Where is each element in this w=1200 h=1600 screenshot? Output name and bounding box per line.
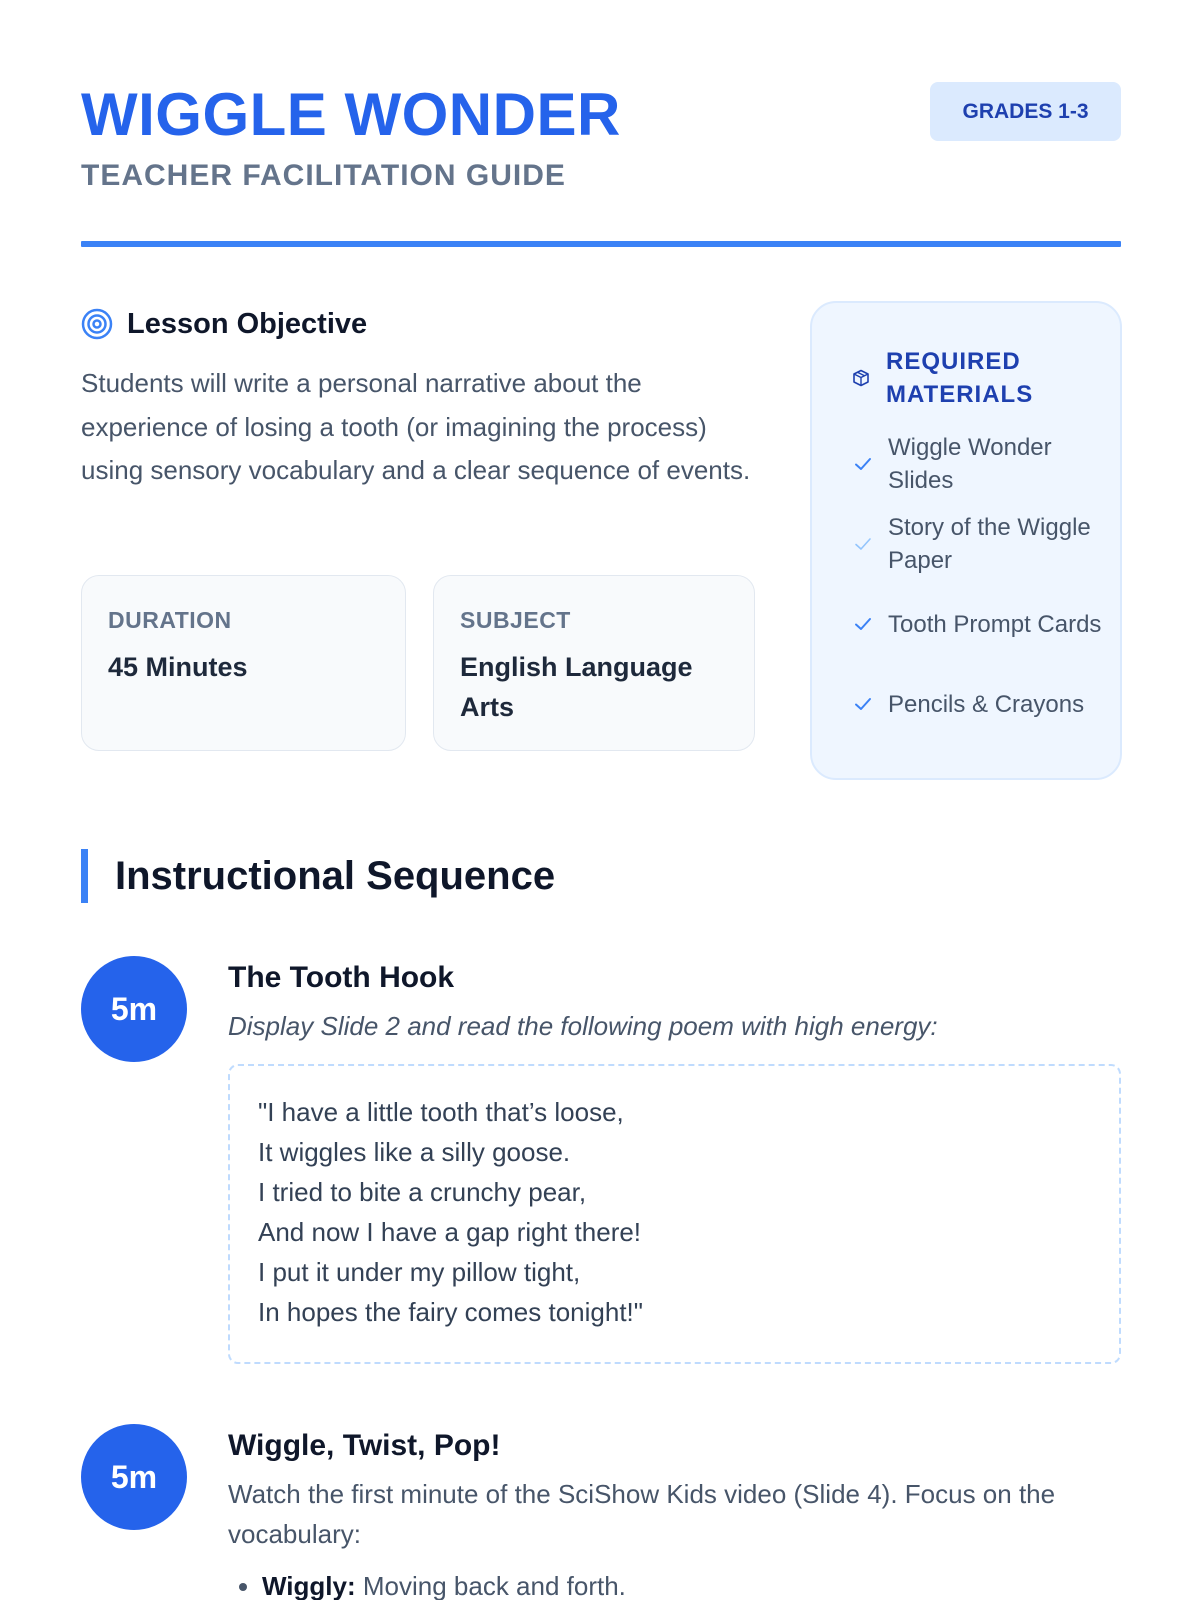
page-subtitle: TEACHER FACILITATION GUIDE — [81, 159, 566, 192]
material-item — [852, 671, 1102, 737]
poem-line: I put it under my pillow tight, — [258, 1257, 581, 1287]
page-title: WIGGLE WONDER — [81, 81, 621, 148]
guide-header — [81, 82, 1121, 246]
poem-line: It wiggles like a silly goose. — [258, 1137, 571, 1167]
poem-line: In hopes the fairy comes tonight!" — [258, 1297, 643, 1327]
material-item-label: Tooth Prompt Cards — [888, 610, 1102, 638]
step-instruction: Display Slide 2 and read the following poem with high energy: — [228, 1011, 938, 1041]
sequence-title: Instructional Sequence — [115, 853, 556, 898]
required-materials-panel — [810, 301, 1122, 780]
header-divider — [81, 241, 1121, 247]
subject-label: SUBJECT — [460, 607, 571, 633]
objective-text: Students will write a personal narrative about the experience of losing a tooth (or imagining the process) using sensory vocabulary and a clear sequence of events. — [81, 368, 751, 485]
vocabulary-term: Wiggly: — [262, 1571, 356, 1600]
step-instruction: Watch the first minute of the SciShow Kids video (Slide 4). Focus on the vocabulary: — [228, 1479, 1056, 1549]
check-icon — [852, 533, 874, 555]
materials-list — [852, 431, 1102, 751]
duration-card — [81, 575, 406, 751]
material-item-label: Pencils & Crayons — [888, 690, 1085, 718]
objective-heading-label: Lesson Objective — [127, 307, 368, 340]
vocabulary-item — [262, 1566, 1121, 1600]
subject-card — [433, 575, 755, 751]
sequence-heading-accent-bar — [81, 849, 88, 903]
poem-box — [228, 1064, 1121, 1364]
step-title: The Tooth Hook — [228, 961, 455, 994]
material-item — [852, 511, 1102, 577]
material-item-label: Wiggle Wonder Slides — [888, 434, 1052, 494]
material-item-label: Story of the Wiggle Paper — [888, 514, 1091, 574]
check-icon — [852, 613, 874, 635]
poem-line: I tried to bite a crunchy pear, — [258, 1177, 587, 1207]
duration-label: DURATION — [108, 607, 232, 633]
vocabulary-list — [228, 1566, 1121, 1600]
step-duration-badge: 5m — [81, 1424, 187, 1530]
poem-line: And now I have a gap right there! — [258, 1217, 642, 1247]
material-item — [852, 591, 1102, 657]
sequence-heading — [81, 849, 555, 903]
poem-line: "I have a little tooth that’s loose, — [258, 1097, 624, 1127]
check-icon — [852, 693, 874, 715]
step-content — [228, 1424, 1121, 1600]
materials-title: REQUIRED MATERIALS — [886, 348, 1034, 408]
materials-header — [852, 345, 1102, 411]
duration-value: 45 Minutes — [108, 652, 248, 682]
target-icon — [81, 308, 113, 340]
lesson-info-cards — [81, 575, 755, 751]
lesson-objective-section — [81, 306, 761, 493]
vocabulary-definition: Moving back and forth. — [355, 1571, 626, 1600]
step-duration-badge: 5m — [81, 956, 187, 1062]
check-icon — [852, 453, 874, 475]
grade-badge: GRADES 1-3 — [930, 82, 1121, 141]
subject-value: English Language Arts — [460, 652, 693, 722]
objective-heading — [81, 306, 761, 342]
material-item — [852, 431, 1102, 497]
box-icon — [852, 369, 870, 387]
step-title: Wiggle, Twist, Pop! — [228, 1429, 501, 1462]
step-content — [228, 956, 1121, 1364]
